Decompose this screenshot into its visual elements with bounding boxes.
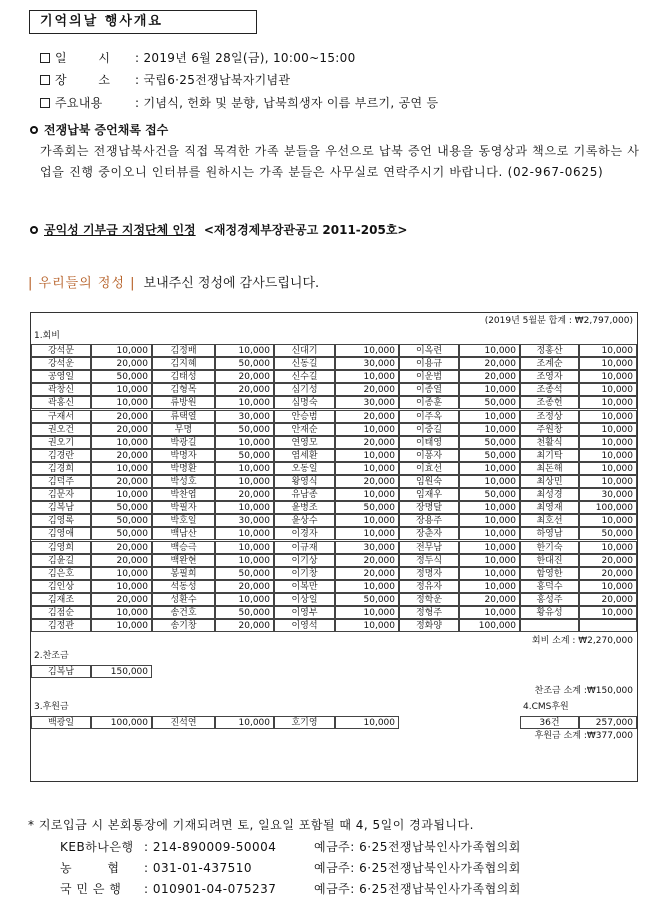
- donor-name: 김복남: [31, 501, 91, 514]
- donation-amount: 10,000: [459, 344, 520, 357]
- donor-name: 진석연: [152, 716, 215, 729]
- donation-amount: 10,000: [579, 370, 637, 383]
- account-holder: 예금주: 6·25전쟁납북인사가족협의회: [314, 882, 521, 896]
- donor-name: 이효선: [399, 462, 459, 475]
- donor-name: 박찬엽: [152, 488, 215, 501]
- cms-count: 36건: [520, 716, 579, 729]
- circle-bullet-icon: [30, 126, 38, 134]
- donor-name: 석동성: [152, 580, 215, 593]
- donation-amount: 10,000: [335, 462, 399, 475]
- donation-cert-note: <재정경제부장관공고 2011-205호>: [203, 223, 408, 237]
- giro-note: * 지로입금 시 본회통장에 기재되려면 토, 일요일 포함될 때 4, 5일이 경과됩니다.: [28, 818, 474, 832]
- donor-name: 이기상: [274, 554, 335, 567]
- donor-name: 무명: [152, 423, 215, 436]
- account-holder: 예금주: 6·25전쟁납북인사가족협의회: [314, 861, 521, 875]
- donation-amount: 10,000: [579, 383, 637, 396]
- donation-amount: 50,000: [459, 449, 520, 462]
- donor-name: 왕영식: [274, 475, 335, 488]
- donation-amount: 50,000: [215, 357, 274, 370]
- donor-name: 유남종: [274, 488, 335, 501]
- donation-cert: [30, 221, 407, 238]
- donor-name: 조종헌: [520, 396, 579, 409]
- donor-name: 이퐁자: [399, 449, 459, 462]
- donor-name: 이중길: [399, 423, 459, 436]
- donor-name: 이종열: [399, 383, 459, 396]
- donation-amount: 50,000: [459, 488, 520, 501]
- donor-name: 조영자: [520, 370, 579, 383]
- account-number: : 214-890009-50004: [144, 840, 277, 854]
- donor-name: 연영모: [274, 436, 335, 449]
- donation-amount: 50,000: [579, 527, 637, 540]
- donation-amount: 50,000: [215, 449, 274, 462]
- page-title: 기억의날 행사개요: [29, 10, 257, 34]
- donation-amount: 10,000: [335, 716, 399, 729]
- section-label-cms: 4.CMS후원: [523, 702, 569, 713]
- donor-name: 권오건: [31, 423, 91, 436]
- bank-name: 농 협: [60, 861, 135, 875]
- donor-name: 신동길: [274, 357, 335, 370]
- donor-name: 전무남: [399, 541, 459, 554]
- donation-amount: 10,000: [459, 514, 520, 527]
- donor-name: 이기창: [274, 567, 335, 580]
- donor-name: 안재순: [274, 423, 335, 436]
- donation-amount: 10,000: [91, 383, 152, 396]
- testimony-body: 가족회는 전쟁납북사건을 직접 목격한 가족 분들을 우선으로 납북 증언 내용을 동영상과 책으로 기록하는 사업을 진행 중이오니 인터뷰를 원하시는 가족 분들은 사무실로 연락주시기 바랍니다. (02-967-0625): [40, 144, 640, 179]
- donation-amount: 20,000: [459, 593, 520, 606]
- donation-amount: 50,000: [459, 396, 520, 409]
- donation-amount: 10,000: [579, 449, 637, 462]
- donor-name: 장춘자: [399, 527, 459, 540]
- section-label-support: 3.후원금: [34, 702, 69, 713]
- donation-amount: 10,000: [215, 541, 274, 554]
- bank-name: 국 민 은 행: [60, 882, 122, 896]
- donor-name: 김은호: [31, 567, 91, 580]
- donation-amount: 10,000: [335, 527, 399, 540]
- donation-amount: 10,000: [579, 462, 637, 475]
- donor-name: 이종훈: [399, 396, 459, 409]
- donation-amount: 20,000: [215, 370, 274, 383]
- donor-name: 이태영: [399, 436, 459, 449]
- donation-amount: 30,000: [335, 396, 399, 409]
- donation-amount: 10,000: [91, 396, 152, 409]
- donation-amount: 20,000: [91, 541, 152, 554]
- testimony-heading: [30, 121, 168, 138]
- donation-amount: 10,000: [91, 436, 152, 449]
- donor-name: 홍덕수: [520, 580, 579, 593]
- donor-name: 송건호: [152, 606, 215, 619]
- donation-amount: 20,000: [335, 475, 399, 488]
- donor-name: 신대기: [274, 344, 335, 357]
- donor-name: 최돈해: [520, 462, 579, 475]
- donor-name: 류방원: [152, 396, 215, 409]
- donor-name: 윤상수: [274, 514, 335, 527]
- event-date-label: 일 시: [55, 51, 124, 65]
- donation-amount: 30,000: [215, 410, 274, 423]
- donor-name: 김영애: [31, 527, 91, 540]
- donor-name: 김경희: [31, 462, 91, 475]
- donation-amount: 50,000: [215, 606, 274, 619]
- donor-name: 봉필희: [152, 567, 215, 580]
- donor-name: 조정상: [520, 410, 579, 423]
- donation-amount: 10,000: [215, 554, 274, 567]
- donation-amount: 10,000: [459, 567, 520, 580]
- donation-amount: 10,000: [335, 449, 399, 462]
- donation-amount: 10,000: [579, 396, 637, 409]
- donor-name: 김복남: [31, 665, 91, 678]
- donor-name: 백광일: [31, 716, 91, 729]
- donation-amount: 20,000: [335, 410, 399, 423]
- donor-name: 최성경: [520, 488, 579, 501]
- donor-name: 이옥련: [399, 344, 459, 357]
- checkbox-icon: [40, 98, 50, 108]
- donor-name: 이경자: [274, 527, 335, 540]
- donor-name: 김점순: [31, 606, 91, 619]
- gratitude-heading: | 우리들의 정성 |: [28, 276, 136, 291]
- donor-name: 김재조: [31, 593, 91, 606]
- donor-name: 김형목: [152, 383, 215, 396]
- donor-name: 공영일: [31, 370, 91, 383]
- sponsorship-subtotal: 찬조금 소계 :₩150,000: [534, 686, 633, 697]
- table-summary: (2019년 5월분 합계 : ₩2,797,000): [484, 316, 633, 326]
- donation-amount: 20,000: [215, 488, 274, 501]
- section-label-membership: 1.회비: [34, 331, 60, 341]
- donation-amount: 10,000: [215, 396, 274, 409]
- donation-amount: 10,000: [335, 488, 399, 501]
- donation-amount: 50,000: [91, 527, 152, 540]
- donation-amount: 20,000: [215, 580, 274, 593]
- donation-amount: 10,000: [459, 501, 520, 514]
- donor-name: 박성호: [152, 475, 215, 488]
- checkbox-icon: [40, 75, 50, 85]
- account-row: [60, 838, 521, 855]
- donor-name: 이용규: [399, 357, 459, 370]
- donation-amount: 20,000: [335, 383, 399, 396]
- donation-amount: 10,000: [335, 606, 399, 619]
- support-subtotal: 후원금 소계 :₩377,000: [534, 731, 633, 742]
- donation-amount: 50,000: [459, 436, 520, 449]
- donation-amount: 10,000: [215, 436, 274, 449]
- donation-amount: 10,000: [215, 344, 274, 357]
- donation-amount: 20,000: [459, 370, 520, 383]
- gratitude-text: 보내주신 정성에 감사드립니다.: [143, 276, 320, 291]
- donor-name: 장용주: [399, 514, 459, 527]
- cms-amount: 257,000: [579, 716, 637, 729]
- donor-name: 강석운: [31, 357, 91, 370]
- donation-amount: 100,000: [579, 501, 637, 514]
- donation-amount: 10,000: [91, 580, 152, 593]
- event-contents-value: : 기념식, 헌화 및 분향, 납북희생자 이름 부르기, 공연 등: [135, 96, 439, 110]
- donation-amount: 20,000: [579, 567, 637, 580]
- donation-amount: 20,000: [91, 554, 152, 567]
- donation-amount: 50,000: [91, 514, 152, 527]
- donation-amount: 10,000: [579, 541, 637, 554]
- donor-name: 이복만: [274, 580, 335, 593]
- donor-name: 이영부: [274, 606, 335, 619]
- donor-name: 이규재: [274, 541, 335, 554]
- donation-amount: 10,000: [91, 619, 152, 632]
- event-place-value: : 국립6·25전쟁납북자기념관: [135, 73, 291, 87]
- donor-name: 곽창신: [31, 383, 91, 396]
- event-place-label: 장 소: [55, 73, 124, 87]
- donation-amount: 10,000: [215, 462, 274, 475]
- donor-name: 정명자: [399, 567, 459, 580]
- gratitude-line: [28, 272, 319, 291]
- donation-amount: 10,000: [91, 488, 152, 501]
- donor-name: 한대진: [520, 554, 579, 567]
- donor-name: 최기탁: [520, 449, 579, 462]
- donor-name: 최영재: [520, 501, 579, 514]
- donor-name: 김지혜: [152, 357, 215, 370]
- donation-amount: 10,000: [459, 410, 520, 423]
- event-date: [40, 49, 356, 66]
- donor-name: 안승범: [274, 410, 335, 423]
- donation-amount: 10,000: [215, 716, 274, 729]
- donor-name: 조종석: [520, 383, 579, 396]
- donor-name: 박명환: [152, 462, 215, 475]
- donation-amount: 10,000: [459, 527, 520, 540]
- donation-amount: 20,000: [335, 436, 399, 449]
- donation-amount: 50,000: [91, 501, 152, 514]
- donation-amount: 20,000: [91, 593, 152, 606]
- donor-name: 김영록: [31, 514, 91, 527]
- donor-name: 이영석: [274, 619, 335, 632]
- account-number: : 010901-04-075237: [144, 882, 277, 896]
- donor-name: 김윤길: [31, 554, 91, 567]
- donation-amount: 10,000: [459, 554, 520, 567]
- donor-name: 정화양: [399, 619, 459, 632]
- donation-amount: 10,000: [579, 357, 637, 370]
- checkbox-icon: [40, 53, 50, 63]
- section-label-sponsorship: 2.찬조금: [34, 651, 69, 662]
- donation-amount: 100,000: [91, 716, 152, 729]
- donor-name: 류택열: [152, 410, 215, 423]
- donor-name: 김경란: [31, 449, 91, 462]
- donor-name: 김정배: [152, 344, 215, 357]
- donation-amount: 10,000: [215, 527, 274, 540]
- donor-name: 권오기: [31, 436, 91, 449]
- donor-name: 임원숙: [399, 475, 459, 488]
- donation-amount: 30,000: [335, 357, 399, 370]
- donor-name: 함영한: [520, 567, 579, 580]
- donor-name: 김덕주: [31, 475, 91, 488]
- donation-amount: 10,000: [579, 606, 637, 619]
- donor-name: 박광길: [152, 436, 215, 449]
- donor-name: 송기창: [152, 619, 215, 632]
- donation-amount: 10,000: [91, 606, 152, 619]
- donation-amount: 10,000: [459, 383, 520, 396]
- donation-amount: 20,000: [91, 475, 152, 488]
- donation-amount: 10,000: [335, 514, 399, 527]
- donation-amount: 20,000: [579, 554, 637, 567]
- donation-amount: 30,000: [215, 514, 274, 527]
- donation-amount: 50,000: [91, 370, 152, 383]
- donation-amount: 20,000: [335, 567, 399, 580]
- donation-amount: 10,000: [459, 462, 520, 475]
- donor-name: 이운범: [399, 370, 459, 383]
- donor-name: 김문자: [31, 488, 91, 501]
- donation-amount: 20,000: [91, 449, 152, 462]
- donation-amount: 10,000: [459, 475, 520, 488]
- donation-amount: 50,000: [215, 567, 274, 580]
- donor-name: 천활식: [520, 436, 579, 449]
- membership-subtotal: 회비 소계 : ₩2,270,000: [531, 636, 633, 647]
- circle-bullet-icon: [30, 226, 38, 234]
- donor-name: 임재우: [399, 488, 459, 501]
- donation-amount: 10,000: [335, 370, 399, 383]
- donor-name: 백완현: [152, 554, 215, 567]
- donor-name: 신수길: [274, 370, 335, 383]
- donor-name: 김태성: [152, 370, 215, 383]
- donation-amount: 20,000: [215, 619, 274, 632]
- donation-amount: 10,000: [335, 580, 399, 593]
- donation-amount: 10,000: [579, 580, 637, 593]
- event-date-value: : 2019년 6월 28일(금), 10:00~15:00: [135, 51, 356, 65]
- donor-name: 심기성: [274, 383, 335, 396]
- donor-name: 심명숙: [274, 396, 335, 409]
- donation-amount: 10,000: [579, 514, 637, 527]
- donation-amount: 150,000: [91, 665, 152, 678]
- event-contents-label: 주요내용: [55, 96, 103, 110]
- donor-name: 황유성: [520, 606, 579, 619]
- donor-name: 하영남: [520, 527, 579, 540]
- donor-name: [520, 619, 579, 632]
- donor-name: 박필자: [152, 501, 215, 514]
- donation-amount: 10,000: [459, 541, 520, 554]
- donor-name: 정홍산: [520, 344, 579, 357]
- donation-amount: 20,000: [579, 593, 637, 606]
- donor-name: 정두식: [399, 554, 459, 567]
- donor-name: 백남산: [152, 527, 215, 540]
- account-row: [60, 859, 521, 876]
- donor-name: 김인상: [31, 580, 91, 593]
- donor-name: 최상민: [520, 475, 579, 488]
- donor-name: 곽홍신: [31, 396, 91, 409]
- donation-amount: 10,000: [215, 501, 274, 514]
- donation-amount: 10,000: [335, 619, 399, 632]
- donor-name: 백승극: [152, 541, 215, 554]
- donation-amount: 20,000: [91, 423, 152, 436]
- donation-amount: 10,000: [459, 580, 520, 593]
- donor-name: 최호선: [520, 514, 579, 527]
- donor-name: 주원창: [520, 423, 579, 436]
- donor-name: 정유자: [399, 580, 459, 593]
- donation-amount: 10,000: [579, 410, 637, 423]
- donor-name: 성환수: [152, 593, 215, 606]
- donation-amount: 10,000: [215, 475, 274, 488]
- donor-name: 박명자: [152, 449, 215, 462]
- donation-table: [30, 312, 638, 782]
- donation-amount: [579, 619, 637, 632]
- donation-amount: 50,000: [335, 593, 399, 606]
- donor-name: 한기숙: [520, 541, 579, 554]
- event-contents: [40, 94, 438, 111]
- donation-amount: 20,000: [91, 410, 152, 423]
- donation-amount: 10,000: [335, 344, 399, 357]
- account-holder: 예금주: 6·25전쟁납북인사가족협의회: [314, 840, 521, 854]
- donation-amount: 30,000: [579, 488, 637, 501]
- donor-name: 정형주: [399, 606, 459, 619]
- donation-cert-heading: 공익성 기부금 지정단체 인정: [44, 223, 196, 237]
- donation-amount: 10,000: [91, 462, 152, 475]
- donation-amount: 20,000: [91, 357, 152, 370]
- donation-amount: 10,000: [579, 436, 637, 449]
- event-place: [40, 71, 290, 88]
- donor-name: 강석문: [31, 344, 91, 357]
- donation-amount: 50,000: [335, 501, 399, 514]
- donation-amount: 20,000: [215, 383, 274, 396]
- donation-amount: 10,000: [579, 344, 637, 357]
- donor-name: 정학운: [399, 593, 459, 606]
- donation-amount: 10,000: [91, 567, 152, 580]
- donor-name: 오동일: [274, 462, 335, 475]
- donation-amount: 50,000: [215, 423, 274, 436]
- donor-name: 염세환: [274, 449, 335, 462]
- donation-amount: 20,000: [335, 554, 399, 567]
- donor-name: 윤병조: [274, 501, 335, 514]
- donation-amount: 10,000: [459, 423, 520, 436]
- donation-amount: 100,000: [459, 619, 520, 632]
- donation-amount: 10,000: [579, 475, 637, 488]
- donor-name: 호기영: [274, 716, 335, 729]
- donor-name: 박호일: [152, 514, 215, 527]
- donation-amount: 10,000: [459, 606, 520, 619]
- donor-name: 구재서: [31, 410, 91, 423]
- donor-name: 조계순: [520, 357, 579, 370]
- donation-amount: 10,000: [91, 344, 152, 357]
- donation-amount: 10,000: [579, 423, 637, 436]
- donation-amount: 10,000: [335, 423, 399, 436]
- donation-amount: 10,000: [215, 593, 274, 606]
- donor-name: 이상일: [274, 593, 335, 606]
- donor-name: 이주옥: [399, 410, 459, 423]
- account-row: [60, 880, 521, 897]
- donor-name: 장명달: [399, 501, 459, 514]
- donor-name: 김정관: [31, 619, 91, 632]
- account-number: : 031-01-437510: [144, 861, 252, 875]
- bank-name: KEB하나은행: [60, 840, 134, 854]
- donation-amount: 30,000: [335, 541, 399, 554]
- donation-amount: 20,000: [459, 357, 520, 370]
- donor-name: 김영희: [31, 541, 91, 554]
- testimony-heading-text: 전쟁납북 증언채록 접수: [44, 123, 169, 137]
- donor-name: 홍성주: [520, 593, 579, 606]
